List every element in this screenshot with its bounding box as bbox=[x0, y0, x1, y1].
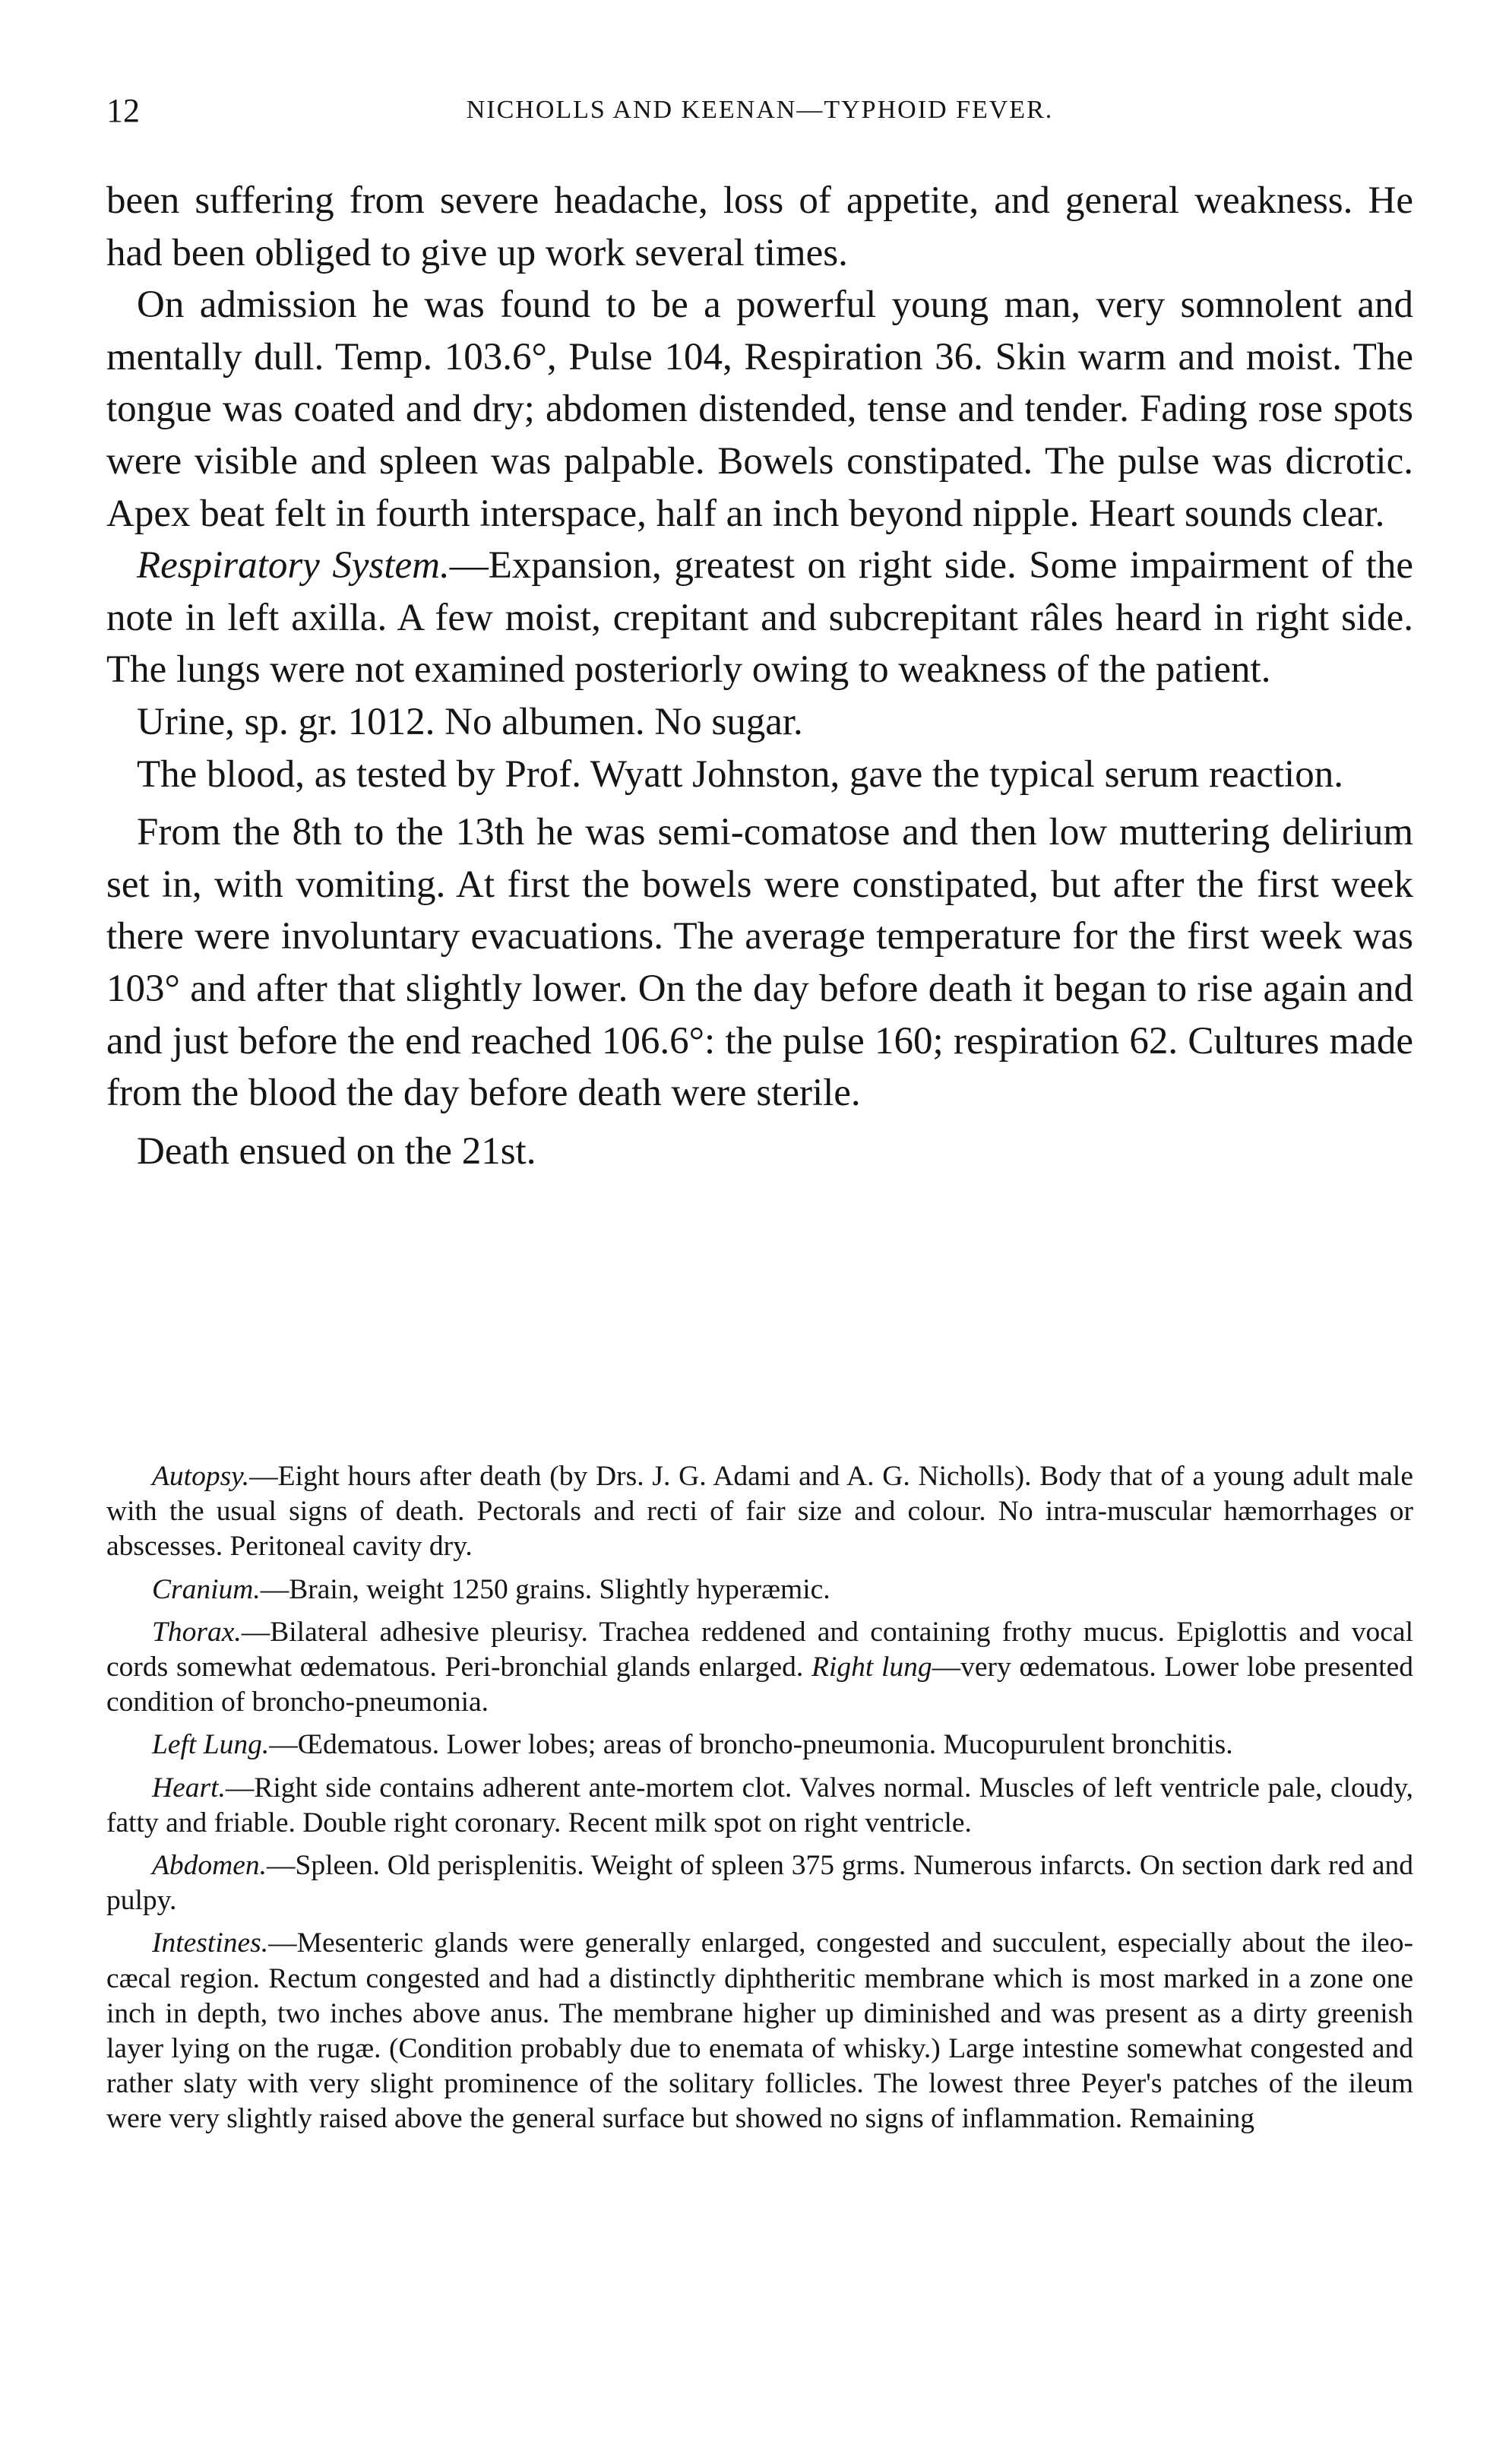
right-lung-heading: Right lung bbox=[811, 1652, 932, 1683]
paragraph-urine: Urine, sp. gr. 1012. No albumen. No sugar. bbox=[137, 700, 803, 743]
autopsy-heading: Autopsy. bbox=[152, 1461, 250, 1492]
note-left-lung bbox=[106, 1728, 1413, 1762]
thorax-heading: Thorax. bbox=[152, 1616, 242, 1648]
paragraph-history: been suffering from severe headache, loss of appetite, and general weakness. He had been obliged to give up work several times. bbox=[106, 179, 1413, 274]
note-abdomen bbox=[106, 1848, 1413, 1918]
note-heart bbox=[106, 1771, 1413, 1841]
left-lung-heading: Left Lung. bbox=[152, 1729, 270, 1761]
thorax-text: —Bilateral adhesive pleurisy. Trachea reddened and containing frothy mucus. Epiglottis and vocal cords somewhat œdematous. Peri-bronchial glands enlarged. bbox=[106, 1616, 1413, 1683]
autopsy-text: —Eight hours after death (by Drs. J. G. Adami and A. G. Nicholls). Body that of a young adult male with the usual signs of death. Pectorals and recti of fair size and colour. No intra-muscular hæmorrhages or abscesses. Peritoneal cavity dry. bbox=[106, 1461, 1413, 1563]
paragraph-blood: The blood, as tested by Prof. Wyatt Johnston, gave the typical serum reaction. bbox=[137, 752, 1343, 796]
respiratory-text: —Expansion, greatest on right side. Some impairment of the note in left axilla. A few moist, crepitant and subcrepitant râles heard in right side. The lungs were not examined posteriorly owing to weakness of the patient. bbox=[106, 544, 1413, 692]
heart-heading: Heart. bbox=[152, 1772, 226, 1804]
right-lung-text: —very œdematous. Lower lobe presented condition of broncho-pneumonia. bbox=[106, 1652, 1413, 1718]
note-cranium bbox=[106, 1572, 1413, 1607]
paragraph-death: Death ensued on the 21st. bbox=[137, 1129, 536, 1173]
note-autopsy bbox=[106, 1459, 1413, 1565]
paragraph-respiratory bbox=[106, 540, 1413, 696]
running-head: NICHOLLS AND KEENAN—TYPHOID FEVER. bbox=[466, 96, 1054, 124]
paragraph-admission: On admission he was found to be a powerful young man, very somnolent and mentally dull. Temp. 103.6°, Pulse 104, Respiration 36. Skin warm and moist. The tongue was coated and dry; abdomen distended, tense and tender. Fading rose spots were visible and spleen was palpable. Bowels constipated. The pulse was dicrotic. Apex beat felt in fourth interspace, half an inch beyond nipple. Heart sounds clear. bbox=[106, 283, 1413, 535]
case-report-body bbox=[106, 175, 1413, 1177]
autopsy-notes bbox=[106, 1459, 1413, 2137]
cranium-text: —Brain, weight 1250 grains. Slightly hyperæmic. bbox=[260, 1573, 830, 1605]
cranium-heading: Cranium. bbox=[152, 1573, 261, 1605]
page-header bbox=[106, 91, 1413, 137]
heart-text: —Right side contains adherent ante-mortem clot. Valves normal. Muscles of left ventricle pale, cloudy, fatty and friable. Double right coronary. Recent milk spot on right ventricle. bbox=[106, 1772, 1413, 1838]
note-intestines bbox=[106, 1926, 1413, 2136]
abdomen-heading: Abdomen. bbox=[152, 1850, 267, 1882]
note-thorax bbox=[106, 1615, 1413, 1721]
intestines-text: —Mesenteric glands were generally enlarged, congested and succulent, especially about the ileo-cæcal region. Rectum congested and had a distinctly diphtheritic membrane which is most marked in a zone one inch in depth, two inches above anus. The membrane higher up diminished and was present as a dirty greenish layer lying on the rugæ. (Condition probably due to enemata of whisky.) Large intestine somewhat congested and rather slaty with very slight prominence of the solitary follicles. The lowest three Peyer's patches of the ileum were very slightly raised above the general surface but showed no signs of inflammation. Remaining bbox=[106, 1927, 1413, 2135]
paragraph-course: From the 8th to the 13th he was semi-comatose and then low muttering delirium set in, with vomiting. At first the bowels were constipated, but after the first week there were involuntary evacuations. The average temperature for the first week was 103° and after that slightly lower. On the day before death it began to rise again and and just before the end reached 106.6°: the pulse 160; respiration 62. Cultures made from the blood the day before death were sterile. bbox=[106, 811, 1413, 1115]
intestines-heading: Intestines. bbox=[152, 1927, 269, 1959]
respiratory-heading: Respiratory System. bbox=[137, 544, 450, 587]
abdomen-text: —Spleen. Old perisplenitis. Weight of spleen 375 grms. Numerous infarcts. On section dark red and pulpy. bbox=[106, 1850, 1413, 1917]
left-lung-text: —Œdematous. Lower lobes; areas of broncho-pneumonia. Mucopurulent bronchitis. bbox=[269, 1729, 1233, 1761]
page-number: 12 bbox=[106, 92, 140, 129]
